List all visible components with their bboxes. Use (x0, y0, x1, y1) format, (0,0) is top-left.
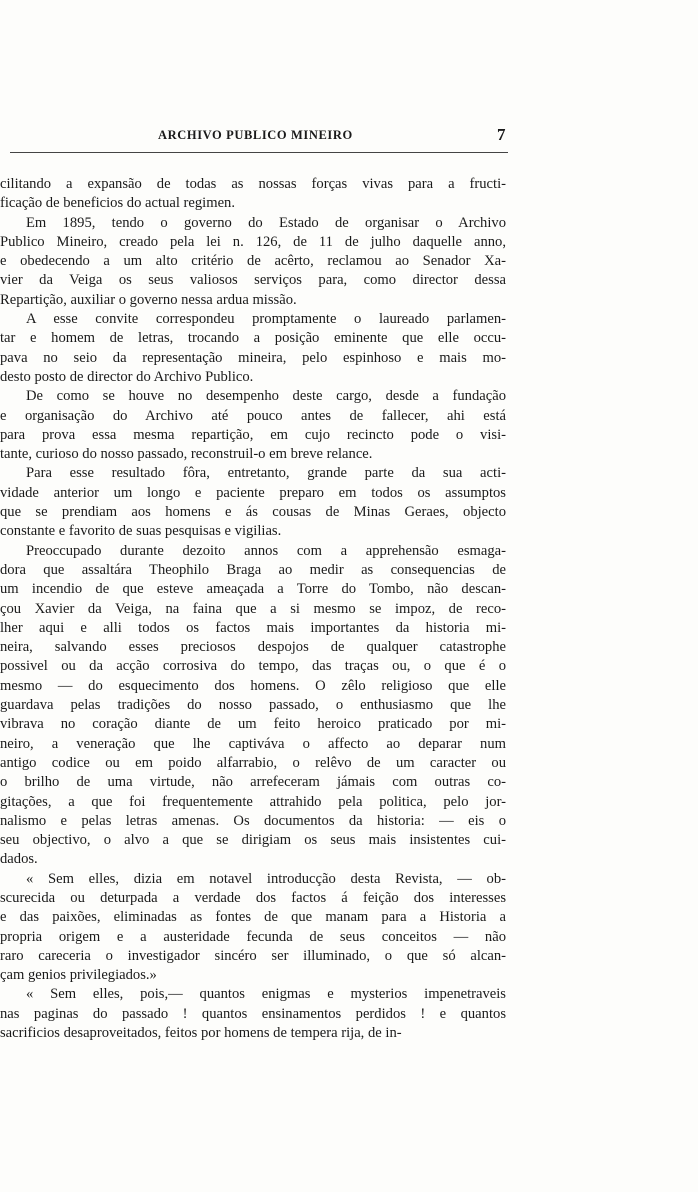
text-line: vier da Veiga os seus valiosos serviços para, como director dessa (0, 272, 506, 289)
text-line: tar e homem de letras, trocando a posição eminente que elle occu- (0, 330, 506, 347)
text-line: para prova essa mesma repartição, em cujo recincto pode o visi- (0, 426, 506, 443)
text-line: um incendio de que esteve ameaçada a Torre do Tombo, não descan- (0, 581, 506, 598)
text-line: Preoccupado durante dezoito annos com a apprehensão esmaga- (26, 542, 506, 559)
text-line: e das paixões, eliminadas as fontes de que manam para a Historia a (0, 909, 506, 926)
text-line: o brilho de uma virtude, não arrefeceram jámais com outras co- (0, 774, 506, 791)
text-line: tante, curioso do nosso passado, reconstruil-o em breve relance. (0, 446, 373, 463)
text-line: De como se houve no desempenho deste cargo, desde a fundação (26, 388, 506, 405)
header-rule (10, 152, 508, 153)
text-line: neiro, a veneração que lhe captiváva o affecto ao deparar num (0, 735, 506, 752)
text-line: Para esse resultado fôra, entretanto, grande parte da sua acti- (26, 465, 506, 482)
text-line: raro careceria o investigador sincéro ser illuminado, o que só alcan- (0, 947, 506, 964)
text-line: e obedecendo a um alto critério de acêrto, reclamou ao Senador Xa- (0, 253, 506, 270)
page-number: 7 (497, 125, 506, 144)
text-line: que se prendiam aos homens e ás cousas de Minas Geraes, objecto (0, 504, 506, 521)
text-line: Publico Mineiro, creado pela lei n. 126, de 11 de julho daquelle anno, (0, 233, 506, 250)
text-line: neira, salvando esses preciosos despojos de qualquer catastrophe (0, 639, 506, 656)
text-line: çam genios privilegiados.» (0, 967, 157, 984)
text-line: e organisação do Archivo até pouco antes de fallecer, ahi está (0, 407, 506, 424)
text-line: lher aqui e alli todos os factos mais importantes da historia mi- (0, 619, 506, 636)
text-line: ficação de beneficios do actual regimen. (0, 195, 236, 212)
text-line: possivel ou da acção corrosiva do tempo, das traças ou, o que é o (0, 658, 506, 675)
text-line: sacrificios desaproveitados, feitos por homens de tempera rija, de in- (0, 1025, 402, 1042)
text-line: gitações, a que foi frequentemente attrahido pela politica, pelo jor- (0, 793, 506, 810)
text-line: « Sem elles, pois,— quantos enigmas e mysterios impenetraveis (26, 986, 506, 1003)
text-line: nalismo e pelas letras amenas. Os documentos da historia: — eis o (0, 812, 506, 829)
text-line: çou Xavier da Veiga, na faina que a si mesmo se impoz, de reco- (0, 600, 506, 617)
text-line: pava no seio da representação mineira, pelo espinhoso e mais mo- (0, 349, 506, 366)
text-line: « Sem elles, dizia em notavel introducção desta Revista, — ob- (26, 870, 506, 887)
body-text (0, 175, 506, 1043)
text-line: propria origem e a austeridade fecunda de seus conceitos — não (0, 928, 506, 945)
text-line: scurecida ou deturpada a verdade dos factos á feição dos interesses (0, 889, 506, 906)
text-line: antigo codice ou em poido alfarrabio, o relêvo de um caracter ou (0, 754, 506, 771)
text-line: Repartição, auxiliar o governo nessa ardua missão. (0, 291, 297, 308)
text-line: guardava pelas tradições do nosso passado, o enthusiasmo que lhe (0, 697, 506, 714)
text-line: seu objectivo, o alvo a que se dirigiam os seus mais insistentes cui- (0, 832, 506, 849)
text-line: cilitando a expansão de todas as nossas forças vivas para a fructi- (0, 176, 506, 192)
running-head (0, 125, 510, 150)
running-title: ARCHIVO PUBLICO MINEIRO (158, 128, 353, 142)
text-line: Em 1895, tendo o governo do Estado de organisar o Archivo (26, 214, 506, 231)
text-line: dora que assaltára Theophilo Braga ao medir as consequencias de (0, 561, 506, 578)
text-line: mesmo — do esquecimento dos homens. O zêlo religioso que elle (0, 677, 506, 694)
text-line: vidade anterior um longo e paciente preparo em todos os assumptos (0, 484, 506, 501)
text-line: dados. (0, 851, 38, 868)
text-line: nas paginas do passado ! quantos ensinamentos perdidos ! e quantos (0, 1005, 506, 1022)
text-line: constante e favorito de suas pesquisas e vigilias. (0, 523, 282, 540)
text-line: A esse convite correspondeu promptamente o laureado parlamen- (26, 311, 506, 328)
text-line: desto posto de director do Archivo Publico. (0, 368, 254, 385)
text-line: vibrava no coração diante de um feito heroico praticado por mi- (0, 716, 506, 733)
